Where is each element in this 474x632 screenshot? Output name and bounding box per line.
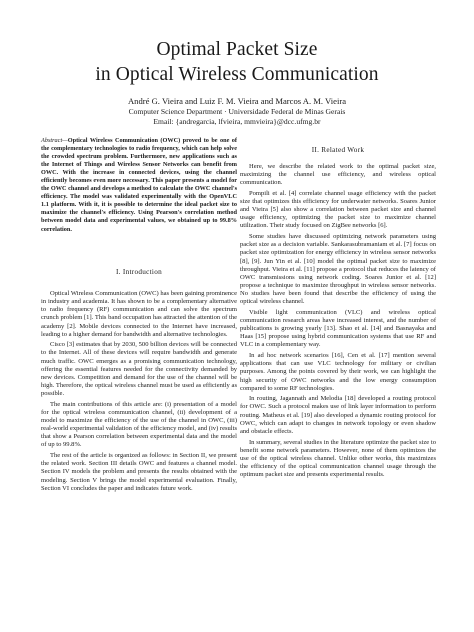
intro-paragraph: Cisco [3] estimates that by 2030, 500 billion devices will be connected to the Internet. All of these devices will require bandwidth and generate much traffic. OWC emerges as a promising communication technology, offering the essential features needed for the connectivity demanded by new devices. Competition and demand for the use of the channel will be high. Therefore, the optical wireless channel must be used as efficiently as possible. — [41, 341, 237, 398]
affiliation: Computer Science Department · Universidade Federal de Minas Gerais — [128, 107, 346, 116]
related-paragraph: Visible light communication (VLC) and wireless optical communication research areas have increased interest, and the number of publications is growing yearly [13]. Shao et al. [14] and Basnayaka and Haas [15] propose using hybrid communication systems that use RF and VLC in a complementary way. — [240, 308, 436, 349]
intro-paragraph: Optical Wireless Communication (OWC) has been gaining prominence in industry and academia. It has shown to be a complementary alternative to radio frequency (RF) communication and can solve the spectrum crunch problem [1]. This band occupation has attracted the attention of the academy [2]. Mobile devices connected to the Internet have increased, leading to a higher demand for bandwidth and alternative technologies. — [41, 290, 237, 338]
related-paragraph: Pompili et al. [4] correlate channel usage efficiency with the packet size that optimizes this efficiency for underwater networks. Soares Junior and Vieira [5] also show a correlation between packet size and channel usage efficiency, optimizing the packet size to maximize channel utilization. Their study focused on ZigBee networks [6]. — [240, 189, 436, 230]
intro-paragraph: The main contributions of this article are: (i) presentation of a model for the optical wireless communication channel, (ii) development of a model to maximize the efficiency of the use of the channel in OWC, (iii) real-world experimental validation of the efficiency model, and (iv) results that show a Pearson correlation between experimental data and the model of up to 99.8%. — [41, 400, 237, 449]
author-list: André G. Vieira and Luiz F. M. Vieira and Marcos A. M. Vieira — [127, 96, 347, 106]
related-work-body — [240, 163, 436, 482]
section-heading-introduction: I. Introduction — [115, 268, 163, 276]
abstract-text: Optical Wireless Communication (OWC) proved to be one of the complementary technologies to radio frequency, which can help solve the crowded spectrum problem. Furthermore, new applications such as the Internet of Things and Wireless Sensor Networks can benefit from OWC. With the increase in connected devices, using the channel efficiently becomes even more necessary. This paper presents a model for the OWC channel and develops a method to calculate the OWC channel's efficiency. The model was validated experimentally with the OpenVLC 1.1 platform. With it, it is possible to determine the ideal packet size to maximize the channel's efficiency. Using Pearson's correlation method between model data and experimental values, we obtained up to 99.8% correlation. — [41, 137, 238, 233]
introduction-body — [41, 290, 237, 495]
section-heading-related-work: II. Related Work — [311, 146, 365, 154]
paper-title-line-1: Optimal Packet Size — [156, 39, 318, 60]
related-paragraph: In ad hoc network scenarios [16], Cen et al. [17] mention several applications that can use VLC technology for military or civilian purposes. Among the points covered by their work, we can highlight the high security of OWC networks and the low energy consumption compared to some RF technologies. — [240, 352, 436, 392]
related-paragraph: In routing, Jagannath and Melodia [18] developed a routing protocol for OWC. Such a protocol makes use of link layer information to perform routing. Matheus et al. [19] also developed a dynamic routing protocol for OWC, which can adapt to changes in network topology or even shadow and obstacle effects. — [240, 395, 436, 435]
abstract — [41, 137, 237, 234]
author-email: Email: {andregarcia, lfvieira, mmvieira}@dcc.ufmg.br — [153, 117, 321, 126]
intro-paragraph: The rest of the article is organized as follows: in Section II, we present the related work. Section III details OWC and features a channel model. Section IV models the problem and presents the results obtained with the modeling. Section V brings the model experimental evaluation. Finally, Section VI concludes the paper and indicates future work. — [41, 452, 237, 492]
related-paragraph: Some studies have discussed optimizing network parameters using packet size as a decision variable. Sankarasubramaniam et al. [7] focus on packet size optimization for energy efficiency in wireless sensor networks [8], [9]. Jun Yin et al. [10] model the optimal packet size to maximize throughput. Vieira et al. [11] propose a protocol that reduces the latency of OWC transmissions using network coding. Soares Junior et al. [12] propose a technique to maximize throughput in wireless sensor networks. No studies have been found that describe the efficiency of using the optical wireless channel. — [240, 233, 436, 306]
related-paragraph: Here, we describe the related work to the optimal packet size, maximizing the channel use efficiency, and wireless optical communication. — [240, 163, 436, 187]
abstract-lead: Abstract— — [41, 137, 68, 144]
related-paragraph: In summary, several studies in the literature optimize the packet size to benefit some network parameters. However, none of them optimizes the use of the optical wireless channel. Unlike other works, this maximizes the efficiency of the optical communication channel usage through the optimum packet size and presents experimental results. — [240, 438, 436, 479]
paper-title-line-2: in Optical Wireless Communication — [95, 64, 379, 85]
